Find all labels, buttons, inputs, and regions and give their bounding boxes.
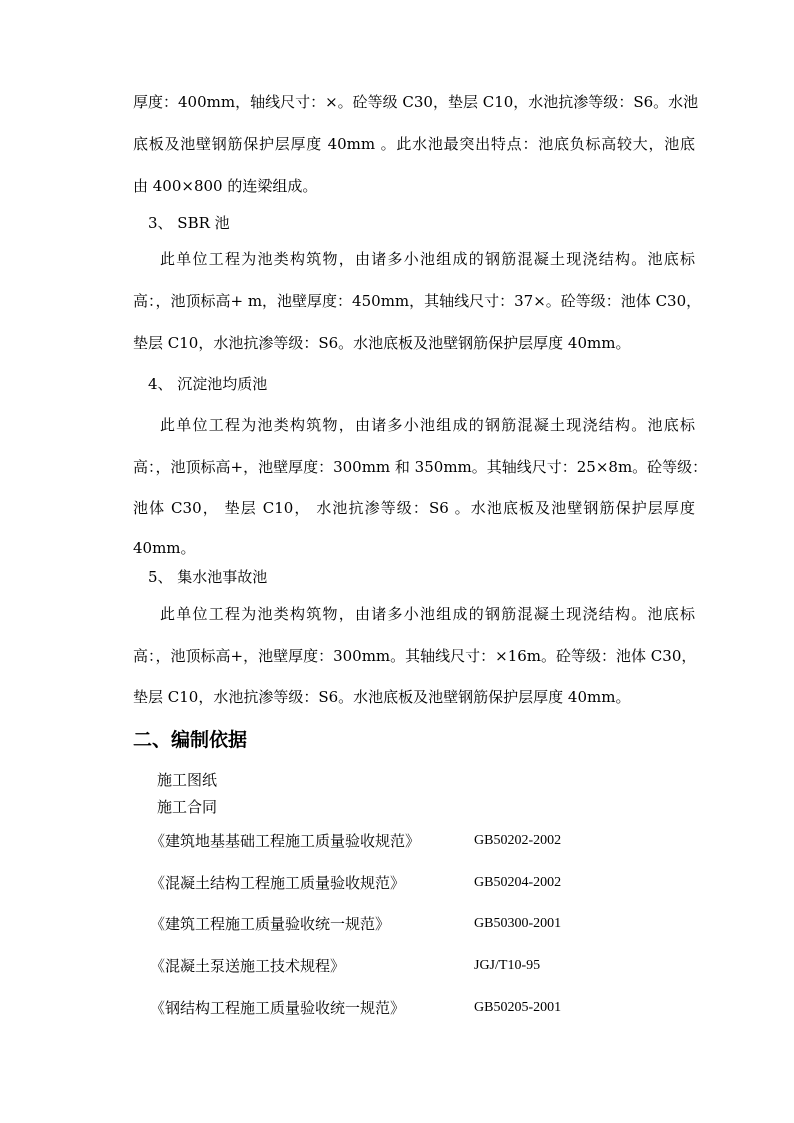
item-3-line-3: 垫层 C10，水池抗渗等级：S6。水池底板及池壁钢筋保护层厚度 40mm。 — [133, 334, 631, 352]
reference-code: JGJ/T10-95 — [474, 958, 541, 973]
item-4-line-4: 40mm。 — [133, 539, 196, 557]
reference-code: GB50300-2001 — [474, 916, 562, 931]
reference-code: GB50202-2002 — [474, 833, 562, 848]
item-5-line-2: 高：，池顶标高+，池壁厚度：300mm。其轴线尺寸：×16m。砼等级：池体 C30， — [133, 647, 697, 665]
reference-code: GB50205-2001 — [474, 1000, 562, 1015]
reference-code: GB50204-2002 — [474, 875, 562, 890]
item-4-line-2: 高：，池顶标高+，池壁厚度：300mm 和 350mm。其轴线尺寸：25×8m。砼等级： — [133, 458, 708, 476]
item-4-line-3: 池体 C30， 垫层 C10， 水池抗渗等级：S6 。水池底板及池壁钢筋保护层厚度 — [133, 499, 695, 517]
intro-line-3: 由 400×800 的连梁组成。 — [133, 177, 318, 195]
item-3-line-1: 此单位工程为池类构筑物，由诸多小池组成的钢筋混凝土现浇结构。池底标 — [160, 250, 695, 268]
item-3-title: 3、 SBR 池 — [148, 214, 230, 232]
reference-title: 《建筑地基基础工程施工质量验收规范》 — [150, 832, 421, 850]
intro-line-1: 厚度：400mm，轴线尺寸：×。砼等级 C30，垫层 C10，水池抗渗等级：S6。水池 — [133, 93, 699, 111]
item-5-line-3: 垫层 C10，水池抗渗等级：S6。水池底板及池壁钢筋保护层厚度 40mm。 — [133, 688, 631, 706]
reference-title: 《钢结构工程施工质量验收统一规范》 — [150, 999, 406, 1017]
reference-title: 《建筑工程施工质量验收统一规范》 — [150, 915, 391, 933]
item-5-line-1: 此单位工程为池类构筑物，由诸多小池组成的钢筋混凝土现浇结构。池底标 — [160, 605, 695, 623]
reference-title: 《混凝土结构工程施工质量验收规范》 — [150, 874, 406, 892]
section-heading-basis: 二、编制依据 — [133, 729, 248, 751]
item-4-title: 4、 沉淀池均质池 — [148, 375, 268, 393]
item-4-line-1: 此单位工程为池类构筑物，由诸多小池组成的钢筋混凝土现浇结构。池底标 — [160, 416, 695, 434]
item-3-line-2: 高：，池顶标高+ m，池壁厚度：450mm，其轴线尺寸：37×。砼等级：池体 C30， — [133, 292, 702, 310]
item-5-title: 5、 集水池事故池 — [148, 568, 268, 586]
basis-item: 施工图纸 — [157, 771, 218, 789]
basis-item: 施工合同 — [157, 798, 218, 816]
reference-title: 《混凝土泵送施工技术规程》 — [150, 957, 346, 975]
intro-line-2: 底板及池壁钢筋保护层厚度 40mm 。此水池最突出特点：池底负标高较大，池底 — [133, 135, 695, 153]
